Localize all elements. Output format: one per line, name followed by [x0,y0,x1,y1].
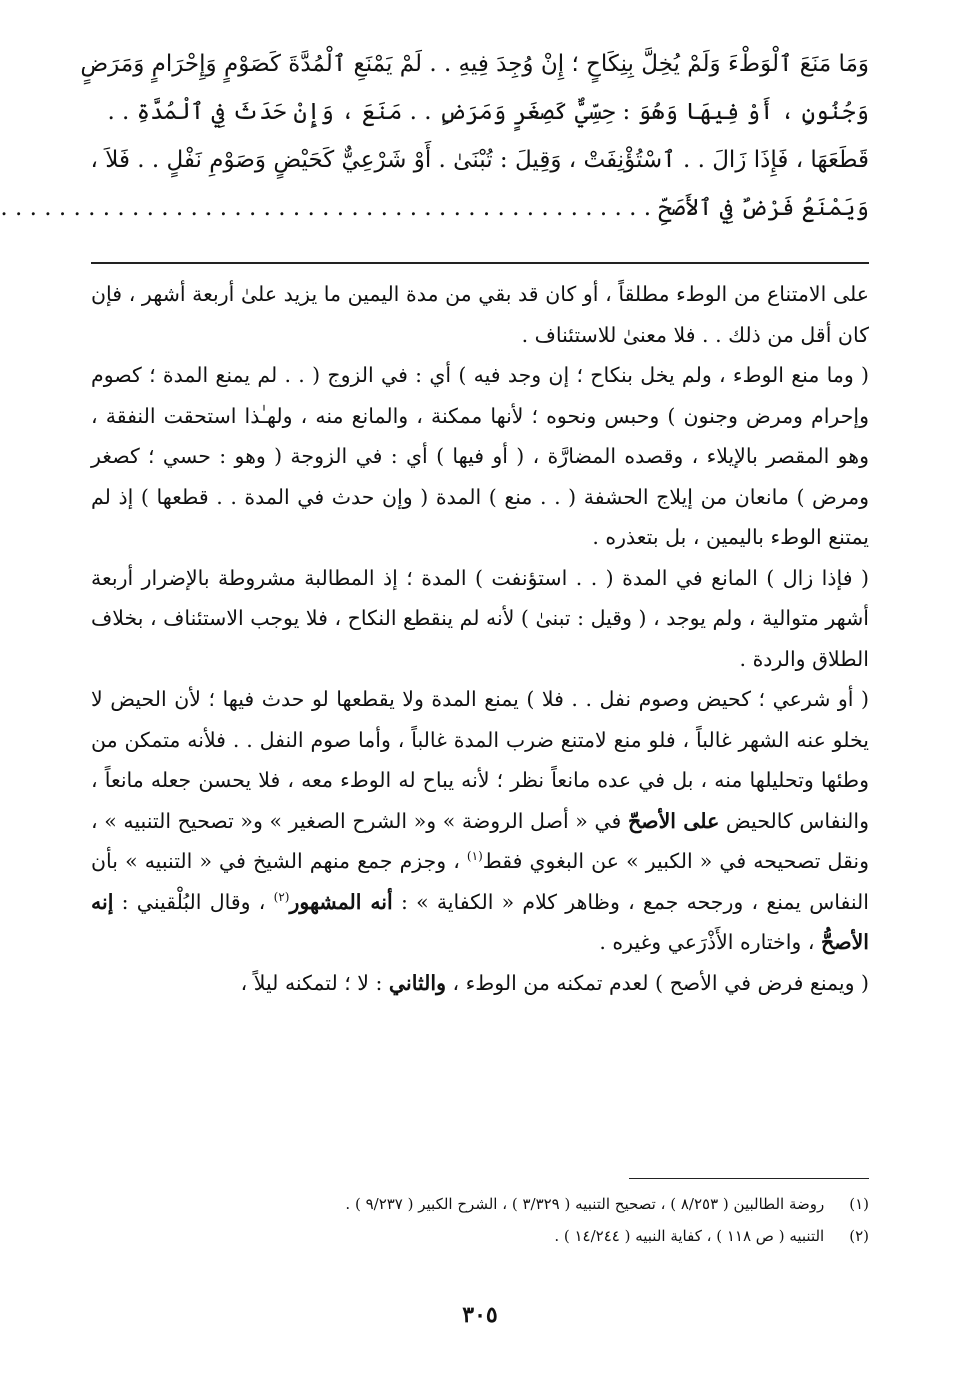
commentary-text: ( ويمنع فرض في الأصح ) لعدم تمكنه من الوطء ، [445,970,869,995]
footnote-divider [629,1178,869,1179]
commentary-text: ، وجزم جمع منهم الشيخ في « التنبيه » بأن النفاس يمنع ، ورجحه جمع ، وظاهر كلام « الكفاية » : [91,849,869,914]
commentary-paragraph: على الامتناع من الوطء مطلقاً ، أو كان قد بقي من مدة اليمين ما يزيد علىٰ أربعة أشهر ، فإن كان أقل من ذلك . . فلا معنىٰ للاستئناف . [91,282,869,347]
matn-line-text: وَيَمْنَعُ فَرْضٌ فِي ٱلأَصَحِّ . [643,195,869,221]
commentary-emphasis: أنه المشهور [289,889,393,914]
matn-text-block [0,40,869,232]
matn-line: وَمَا مَنَعَ ٱلْوَطْءَ وَلَمْ يُخِلَّ بِنِكَاحٍ ؛ إِنْ وُجِدَ فِيهِ . . لَمْ يَمْنَعِ ٱلْمُدَّةَ كَصَوْمٍ وَإِحْرَامٍ وَمَرَضٍ [80,51,869,77]
commentary-emphasis: على الأصحّ [627,808,720,833]
matn-line-last [0,184,869,232]
matn-line: وَجُنُونٍ ، أَوْ فِيهَا وَهُوَ : حِسِّيٌّ كَصِغَرٍ وَمَرَضٍ . . مَنَعَ ، وَإِنْ حَدَثَ فِي ٱلْمُدَّةِ . . [107,99,869,125]
commentary-paragraph: ( وما منع الوطء ، ولم يخل بنكاح ؛ إن وجد فيه ) أي : في الزوج ( . . لم يمنع المدة ؛ كصوم وإحرام ومرض وجنون ) وحبس ونحوه ؛ لأنها ممكنة ، والمانع منه ، ولهـٰذا استحقت النفقة ، وهو المقصر بالإيلاء ، وقصده المضارَّة ، ( أو فيها ) أي : في الزوجة ( وهو : حسي ؛ كصغر ومرض ) مانعان من إيلاج الحشفة ( . . منع ) المدة ( وإن حدث في المدة . . قطعها ) إذ لم يمتنع الوطء باليمين ، بل بتعذره . [91,363,869,549]
commentary-emphasis: إنه الأصحُّ [91,889,869,954]
commentary-text: ( أو شرعي ؛ كحيض وصوم نفل . . فلا ) يمنع المدة ولا يقطعها لو حدث فيها ؛ لأن الحيض لا يخلو عنه الشهر غالباً ، فلو منع لامتنع ضرب المدة غالباً ، وأما صوم النفل . . فلأنه متمكن من وطئها وتحليلها منه ، بل في عده مانعاً نظر ؛ لأنه يباح له الوطء معه ، فلا يحسن جعله مانعاً ، والنفاس كالحيض [91,687,869,833]
footnote-text: روضة الطالبين ( ٨/٢٥٣ ) ، تصحيح التنبيه ( ٣/٣٢٩ ) ، الشرح الكبير ( ٩/٢٣٧ ) . [345,1195,825,1213]
footnote-ref-2[interactable]: (٢) [273,889,290,904]
footnote-number: (٢) [849,1227,869,1245]
commentary-emphasis: والثاني [388,970,446,995]
footnote-ref-1[interactable]: (١) [466,849,483,864]
commentary-paragraph [91,679,869,963]
footnote-item [91,1188,869,1220]
footnote-text: التنبيه ( ص ١١٨ ) ، كفاية النبيه ( ١٤/٢٤٤ ) . [554,1227,825,1245]
commentary-text-block [91,274,869,1003]
commentary-text: ، واختاره الأَذْرَعي وغيره . [599,930,821,954]
footnote-number: (١) [849,1195,869,1213]
commentary-paragraph [91,963,869,1004]
commentary-text: : لا ؛ لتمكنه ليلاً ، [240,970,389,995]
matn-commentary-divider [91,262,869,264]
commentary-text: في « أصل الروضة » و« الشرح الصغير » و« تصحيح التنبيه » ، ونقل تصحيحه في « الكبير » عن البغوي فقط [91,808,869,873]
commentary-text: ، وقال البُلْقيني : [113,889,274,914]
book-page [0,40,869,1344]
commentary-paragraph: ( فإذا زال ) المانع في المدة ( . . استؤنفت ) المدة ؛ إذ المطالبة مشروطة بالإضرار أربعة أشهر متوالية ، ولم يوجد ، ( وقيل : تبنىٰ ) لأنه لم ينقطع النكاح ، فلا يوجب الاستئناف ، بخلاف الطلاق والردة . [91,565,869,671]
footnotes-block [91,1188,869,1252]
matn-line: قَطَعَهَا ، فَإِذَا زَالَ . . ٱسْتُؤْنِفَتْ ، وَقِيلَ : تُبْنَىٰ . أَوْ شَرْعِيٌّ كَحَيْضٍ وَصَوْمِ نَفْلٍ . . فَلاَ ، [90,147,869,173]
page-number: ٣٠٥ [462,1302,498,1328]
matn-trailing-dots: . . . . . . . . . . . . . . . . . . . . . . . . . . . . . . . . . . . . . . . . . . . . [0,195,637,221]
footnote-item [91,1220,869,1252]
